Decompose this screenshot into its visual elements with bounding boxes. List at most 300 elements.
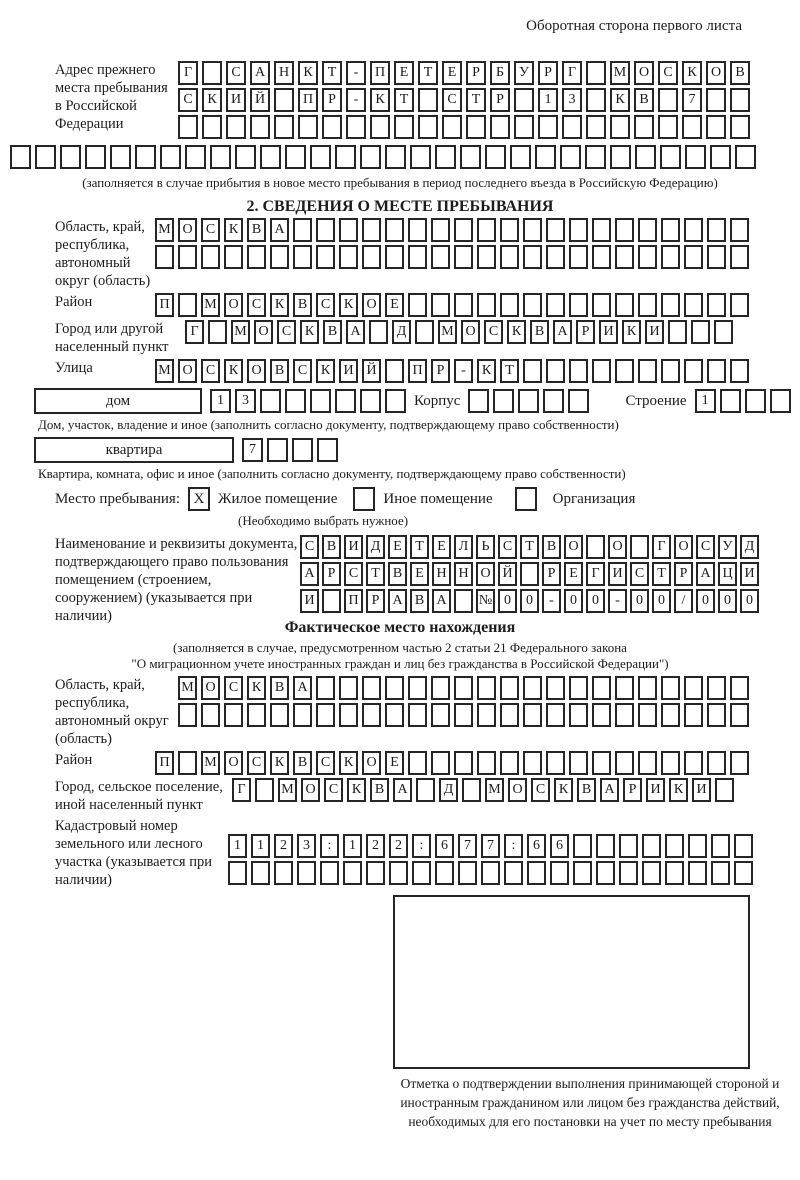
char-box[interactable] — [292, 438, 313, 462]
char-box[interactable] — [615, 245, 634, 269]
char-box[interactable]: Й — [498, 562, 517, 586]
char-box[interactable]: 3 — [297, 834, 316, 858]
char-box[interactable]: : — [504, 834, 523, 858]
char-box[interactable]: О — [201, 676, 220, 700]
char-box[interactable] — [270, 245, 289, 269]
char-box[interactable] — [208, 320, 227, 344]
char-box[interactable] — [658, 88, 678, 112]
char-box[interactable]: Н — [274, 61, 294, 85]
char-box[interactable] — [707, 703, 726, 727]
char-box[interactable] — [493, 389, 514, 413]
char-box[interactable] — [523, 293, 542, 317]
char-box[interactable] — [615, 218, 634, 242]
char-box[interactable]: Т — [410, 535, 429, 559]
char-box[interactable] — [202, 115, 222, 139]
char-box[interactable] — [316, 703, 335, 727]
char-box[interactable]: В — [322, 535, 341, 559]
char-box[interactable] — [224, 245, 243, 269]
char-box[interactable]: О — [247, 359, 266, 383]
char-box[interactable] — [735, 145, 756, 169]
char-box[interactable] — [569, 293, 588, 317]
char-box[interactable] — [178, 245, 197, 269]
char-box[interactable] — [535, 145, 556, 169]
char-box[interactable] — [615, 293, 634, 317]
char-box[interactable]: О — [608, 535, 627, 559]
char-box[interactable]: И — [740, 562, 759, 586]
char-box[interactable]: М — [278, 778, 297, 802]
char-box[interactable] — [568, 389, 589, 413]
char-box[interactable]: / — [674, 589, 693, 613]
char-box[interactable]: О — [362, 293, 381, 317]
char-box[interactable] — [500, 703, 519, 727]
char-box[interactable]: 3 — [235, 389, 256, 413]
char-box[interactable] — [634, 115, 654, 139]
char-box[interactable] — [389, 861, 408, 885]
char-box[interactable] — [514, 88, 534, 112]
char-box[interactable]: С — [442, 88, 462, 112]
char-box[interactable]: О — [674, 535, 693, 559]
char-box[interactable]: У — [718, 535, 737, 559]
char-box[interactable]: И — [646, 778, 665, 802]
char-box[interactable] — [317, 438, 338, 462]
char-box[interactable] — [297, 861, 316, 885]
char-box[interactable] — [369, 320, 388, 344]
char-box[interactable] — [658, 115, 678, 139]
char-box[interactable]: С — [696, 535, 715, 559]
char-box[interactable]: А — [293, 676, 312, 700]
char-box[interactable] — [201, 703, 220, 727]
char-box[interactable] — [504, 861, 523, 885]
char-box[interactable] — [734, 861, 753, 885]
char-box[interactable] — [546, 359, 565, 383]
char-box[interactable]: К — [507, 320, 526, 344]
char-box[interactable]: К — [347, 778, 366, 802]
char-box[interactable] — [615, 359, 634, 383]
char-box[interactable] — [523, 245, 542, 269]
char-box[interactable] — [346, 115, 366, 139]
char-box[interactable] — [569, 676, 588, 700]
char-box[interactable] — [178, 115, 198, 139]
char-box[interactable]: К — [270, 751, 289, 775]
char-box[interactable] — [745, 389, 766, 413]
char-box[interactable] — [247, 703, 266, 727]
char-box[interactable]: С — [201, 218, 220, 242]
char-box[interactable] — [707, 359, 726, 383]
char-box[interactable]: В — [247, 218, 266, 242]
char-box[interactable] — [316, 676, 335, 700]
char-box[interactable] — [615, 703, 634, 727]
char-box[interactable]: И — [599, 320, 618, 344]
char-box[interactable]: К — [247, 676, 266, 700]
char-box[interactable] — [596, 861, 615, 885]
char-box[interactable] — [385, 218, 404, 242]
char-box[interactable] — [85, 145, 106, 169]
char-box[interactable] — [619, 834, 638, 858]
char-box[interactable]: И — [608, 562, 627, 586]
char-box[interactable] — [201, 245, 220, 269]
char-box[interactable] — [711, 834, 730, 858]
char-box[interactable] — [202, 61, 222, 85]
char-box[interactable]: О — [362, 751, 381, 775]
char-box[interactable] — [684, 218, 703, 242]
char-box[interactable]: 0 — [740, 589, 759, 613]
char-box[interactable] — [408, 293, 427, 317]
char-box[interactable]: О — [564, 535, 583, 559]
char-box[interactable] — [592, 751, 611, 775]
char-box[interactable]: С — [300, 535, 319, 559]
char-box[interactable] — [431, 751, 450, 775]
char-box[interactable]: 7 — [242, 438, 263, 462]
char-box[interactable] — [523, 703, 542, 727]
char-box[interactable]: К — [610, 88, 630, 112]
char-box[interactable]: К — [339, 293, 358, 317]
char-box[interactable] — [293, 218, 312, 242]
char-box[interactable]: 1 — [228, 834, 247, 858]
char-box[interactable]: С — [316, 751, 335, 775]
char-box[interactable] — [638, 245, 657, 269]
char-box[interactable] — [460, 145, 481, 169]
char-box[interactable]: В — [530, 320, 549, 344]
char-box[interactable]: Е — [388, 535, 407, 559]
char-box[interactable]: О — [476, 562, 495, 586]
char-box[interactable] — [710, 145, 731, 169]
char-box[interactable] — [228, 861, 247, 885]
char-box[interactable]: № — [476, 589, 495, 613]
char-box[interactable]: А — [346, 320, 365, 344]
char-box[interactable] — [707, 218, 726, 242]
char-box[interactable] — [586, 61, 606, 85]
char-box[interactable] — [316, 245, 335, 269]
char-box[interactable]: М — [485, 778, 504, 802]
char-box[interactable]: Р — [674, 562, 693, 586]
char-box[interactable]: В — [293, 293, 312, 317]
char-box[interactable]: Р — [576, 320, 595, 344]
char-box[interactable] — [707, 293, 726, 317]
char-box[interactable] — [638, 293, 657, 317]
char-box[interactable] — [481, 861, 500, 885]
char-box[interactable] — [250, 115, 270, 139]
char-box[interactable]: 1 — [343, 834, 362, 858]
char-box[interactable] — [665, 861, 684, 885]
char-box[interactable]: С — [178, 88, 198, 112]
char-box[interactable] — [730, 703, 749, 727]
char-box[interactable]: С — [226, 61, 246, 85]
char-box[interactable] — [343, 861, 362, 885]
char-box[interactable]: К — [300, 320, 319, 344]
char-box[interactable] — [431, 245, 450, 269]
char-box[interactable] — [316, 218, 335, 242]
char-box[interactable]: 3 — [562, 88, 582, 112]
char-box[interactable] — [260, 389, 281, 413]
char-box[interactable] — [573, 861, 592, 885]
char-box[interactable] — [730, 115, 750, 139]
char-box[interactable] — [226, 115, 246, 139]
char-box[interactable]: И — [692, 778, 711, 802]
char-box[interactable] — [477, 703, 496, 727]
char-box[interactable]: Р — [431, 359, 450, 383]
char-box[interactable]: В — [270, 676, 289, 700]
char-box[interactable] — [466, 115, 486, 139]
char-box[interactable] — [543, 389, 564, 413]
char-box[interactable] — [285, 389, 306, 413]
char-box[interactable]: 7 — [458, 834, 477, 858]
char-box[interactable] — [730, 359, 749, 383]
char-box[interactable]: В — [388, 562, 407, 586]
char-box[interactable] — [454, 751, 473, 775]
char-box[interactable]: 1 — [538, 88, 558, 112]
char-box[interactable] — [370, 115, 390, 139]
char-box[interactable]: 1 — [210, 389, 231, 413]
char-box[interactable] — [485, 145, 506, 169]
char-box[interactable] — [615, 676, 634, 700]
char-box[interactable] — [730, 293, 749, 317]
char-box[interactable]: 0 — [630, 589, 649, 613]
char-box[interactable] — [135, 145, 156, 169]
char-box[interactable] — [592, 703, 611, 727]
char-box[interactable]: Е — [394, 61, 414, 85]
char-box[interactable] — [442, 115, 462, 139]
char-box[interactable] — [661, 218, 680, 242]
char-box[interactable] — [298, 115, 318, 139]
char-box[interactable] — [454, 589, 473, 613]
char-box[interactable] — [477, 293, 496, 317]
char-box[interactable]: 1 — [695, 389, 716, 413]
char-box[interactable]: С — [247, 293, 266, 317]
char-box[interactable]: А — [300, 562, 319, 586]
char-box[interactable]: М — [201, 293, 220, 317]
char-box[interactable]: П — [370, 61, 390, 85]
char-box[interactable]: Й — [250, 88, 270, 112]
char-box[interactable] — [615, 751, 634, 775]
char-box[interactable]: В — [542, 535, 561, 559]
char-box[interactable] — [408, 703, 427, 727]
char-box[interactable]: С — [344, 562, 363, 586]
char-box[interactable]: К — [316, 359, 335, 383]
char-box[interactable] — [665, 834, 684, 858]
char-box[interactable]: 0 — [498, 589, 517, 613]
char-box[interactable] — [569, 359, 588, 383]
char-box[interactable]: 6 — [435, 834, 454, 858]
char-box[interactable] — [454, 676, 473, 700]
char-box[interactable]: - — [608, 589, 627, 613]
char-box[interactable] — [385, 703, 404, 727]
char-box[interactable]: Г — [178, 61, 198, 85]
char-box[interactable] — [500, 293, 519, 317]
char-box[interactable]: Р — [490, 88, 510, 112]
char-box[interactable]: С — [201, 359, 220, 383]
char-box[interactable] — [431, 293, 450, 317]
char-box[interactable]: О — [706, 61, 726, 85]
char-box[interactable]: О — [178, 218, 197, 242]
char-box[interactable] — [362, 245, 381, 269]
char-box[interactable] — [661, 751, 680, 775]
char-box[interactable] — [638, 751, 657, 775]
kvartira-type-box[interactable]: квартира — [34, 437, 234, 463]
char-box[interactable]: П — [155, 751, 174, 775]
char-box[interactable] — [247, 245, 266, 269]
char-box[interactable] — [550, 861, 569, 885]
char-box[interactable] — [715, 778, 734, 802]
char-box[interactable] — [523, 751, 542, 775]
char-box[interactable]: О — [508, 778, 527, 802]
char-box[interactable]: П — [298, 88, 318, 112]
char-box[interactable] — [520, 562, 539, 586]
char-box[interactable]: - — [454, 359, 473, 383]
char-box[interactable] — [569, 218, 588, 242]
char-box[interactable]: А — [388, 589, 407, 613]
char-box[interactable]: Е — [442, 61, 462, 85]
char-box[interactable]: О — [634, 61, 654, 85]
char-box[interactable]: К — [224, 218, 243, 242]
char-box[interactable] — [274, 88, 294, 112]
char-box[interactable] — [310, 389, 331, 413]
char-box[interactable]: Д — [740, 535, 759, 559]
char-box[interactable] — [734, 834, 753, 858]
char-box[interactable]: О — [224, 751, 243, 775]
char-box[interactable]: 2 — [366, 834, 385, 858]
char-box[interactable]: А — [393, 778, 412, 802]
char-box[interactable] — [523, 218, 542, 242]
char-box[interactable]: И — [339, 359, 358, 383]
char-box[interactable] — [339, 218, 358, 242]
char-box[interactable] — [500, 245, 519, 269]
char-box[interactable] — [619, 861, 638, 885]
char-box[interactable] — [260, 145, 281, 169]
char-box[interactable] — [500, 751, 519, 775]
char-box[interactable]: К — [224, 359, 243, 383]
char-box[interactable]: Т — [652, 562, 671, 586]
char-box[interactable]: С — [498, 535, 517, 559]
char-box[interactable] — [720, 389, 741, 413]
char-box[interactable] — [185, 145, 206, 169]
char-box[interactable]: М — [201, 751, 220, 775]
char-box[interactable] — [255, 778, 274, 802]
char-box[interactable]: Е — [385, 293, 404, 317]
char-box[interactable] — [160, 145, 181, 169]
char-box[interactable] — [408, 676, 427, 700]
char-box[interactable]: Е — [432, 535, 451, 559]
char-box[interactable]: Ц — [718, 562, 737, 586]
char-box[interactable] — [410, 145, 431, 169]
char-box[interactable] — [385, 389, 406, 413]
char-box[interactable] — [706, 115, 726, 139]
char-box[interactable]: Г — [562, 61, 582, 85]
char-box[interactable] — [10, 145, 31, 169]
char-box[interactable]: Р — [322, 88, 342, 112]
char-box[interactable] — [538, 115, 558, 139]
char-box[interactable]: 0 — [586, 589, 605, 613]
char-box[interactable] — [322, 589, 341, 613]
char-box[interactable] — [178, 751, 197, 775]
char-box[interactable]: М — [610, 61, 630, 85]
char-box[interactable] — [630, 535, 649, 559]
char-box[interactable] — [408, 751, 427, 775]
checkbox-organizatsiya[interactable] — [515, 487, 537, 511]
char-box[interactable]: Т — [418, 61, 438, 85]
char-box[interactable] — [661, 703, 680, 727]
char-box[interactable]: С — [484, 320, 503, 344]
char-box[interactable] — [339, 676, 358, 700]
char-box[interactable] — [362, 703, 381, 727]
char-box[interactable] — [610, 145, 631, 169]
char-box[interactable]: Б — [490, 61, 510, 85]
char-box[interactable]: Т — [366, 562, 385, 586]
char-box[interactable] — [660, 145, 681, 169]
char-box[interactable] — [394, 115, 414, 139]
char-box[interactable] — [431, 703, 450, 727]
char-box[interactable]: М — [155, 359, 174, 383]
char-box[interactable] — [730, 218, 749, 242]
char-box[interactable] — [339, 245, 358, 269]
char-box[interactable] — [682, 115, 702, 139]
char-box[interactable]: К — [202, 88, 222, 112]
char-box[interactable]: 2 — [274, 834, 293, 858]
char-box[interactable] — [477, 751, 496, 775]
char-box[interactable] — [562, 115, 582, 139]
char-box[interactable]: Т — [500, 359, 519, 383]
char-box[interactable] — [178, 703, 197, 727]
char-box[interactable] — [573, 834, 592, 858]
char-box[interactable]: Е — [410, 562, 429, 586]
char-box[interactable]: 0 — [718, 589, 737, 613]
char-box[interactable]: Д — [439, 778, 458, 802]
char-box[interactable] — [585, 145, 606, 169]
char-box[interactable]: С — [531, 778, 550, 802]
char-box[interactable] — [592, 676, 611, 700]
char-box[interactable] — [362, 218, 381, 242]
char-box[interactable]: А — [553, 320, 572, 344]
checkbox-inoe[interactable] — [353, 487, 375, 511]
char-box[interactable] — [362, 676, 381, 700]
char-box[interactable]: О — [461, 320, 480, 344]
char-box[interactable]: 2 — [389, 834, 408, 858]
char-box[interactable]: В — [270, 359, 289, 383]
char-box[interactable]: Г — [232, 778, 251, 802]
char-box[interactable]: В — [370, 778, 389, 802]
char-box[interactable]: А — [696, 562, 715, 586]
char-box[interactable]: В — [730, 61, 750, 85]
char-box[interactable] — [711, 861, 730, 885]
char-box[interactable] — [707, 676, 726, 700]
char-box[interactable] — [684, 751, 703, 775]
char-box[interactable]: С — [224, 676, 243, 700]
char-box[interactable] — [468, 389, 489, 413]
char-box[interactable]: Т — [520, 535, 539, 559]
char-box[interactable] — [546, 218, 565, 242]
char-box[interactable] — [523, 359, 542, 383]
char-box[interactable] — [730, 245, 749, 269]
char-box[interactable]: Г — [185, 320, 204, 344]
char-box[interactable] — [178, 293, 197, 317]
char-box[interactable]: К — [298, 61, 318, 85]
char-box[interactable] — [35, 145, 56, 169]
char-box[interactable]: В — [410, 589, 429, 613]
char-box[interactable] — [691, 320, 710, 344]
char-box[interactable] — [320, 861, 339, 885]
char-box[interactable] — [592, 218, 611, 242]
char-box[interactable] — [360, 145, 381, 169]
char-box[interactable]: 6 — [550, 834, 569, 858]
char-box[interactable]: М — [438, 320, 457, 344]
char-box[interactable] — [714, 320, 733, 344]
char-box[interactable]: К — [669, 778, 688, 802]
char-box[interactable]: К — [622, 320, 641, 344]
char-box[interactable]: А — [250, 61, 270, 85]
char-box[interactable] — [661, 293, 680, 317]
char-box[interactable] — [546, 676, 565, 700]
char-box[interactable] — [293, 703, 312, 727]
char-box[interactable] — [661, 245, 680, 269]
